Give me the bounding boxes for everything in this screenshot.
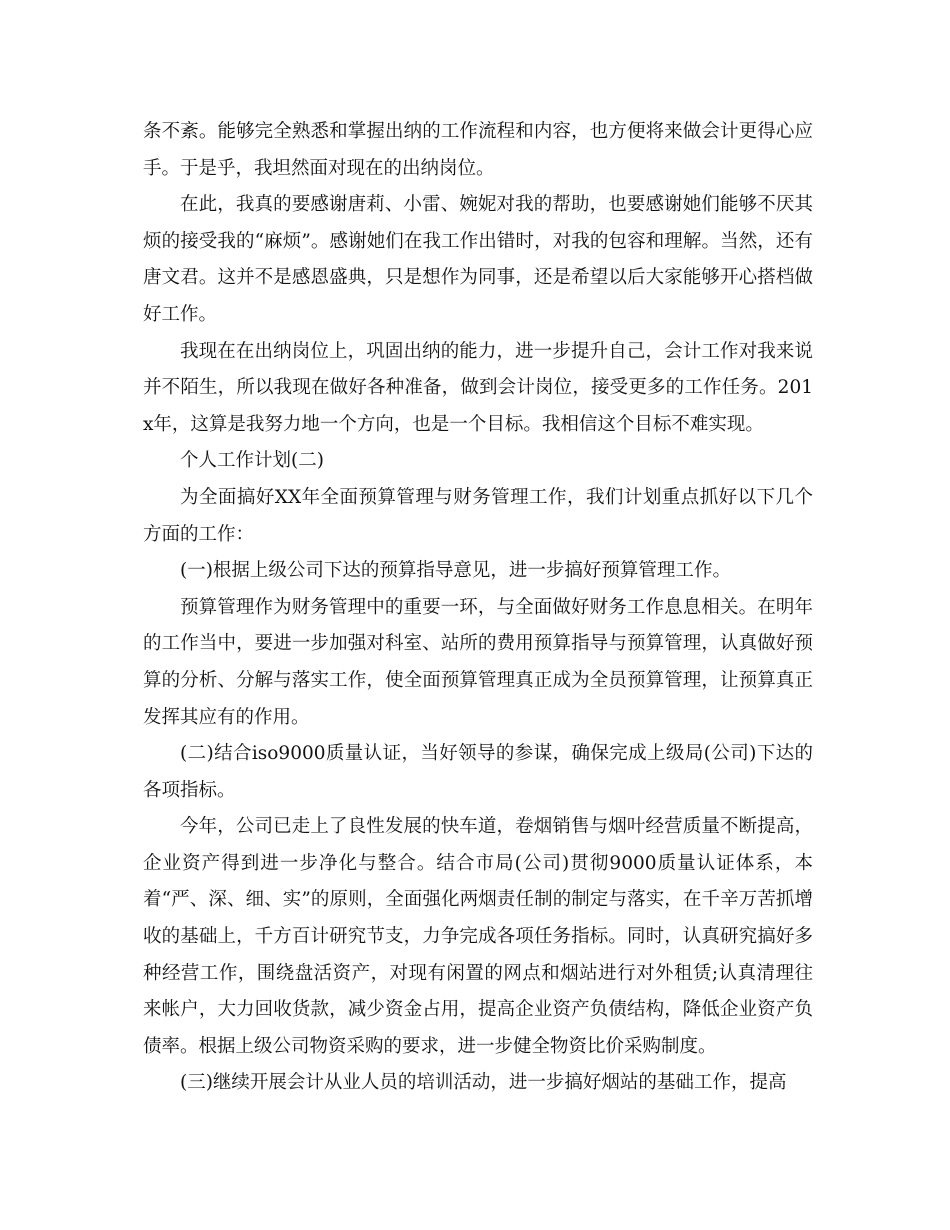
paragraph-2: 在此，我真的要感谢唐莉、小雷、婉妮对我的帮助，也要感谢她们能够不厌其烦的接受我的“麻烦”。感谢她们在我工作出错时，对我的包容和理解。当然，还有唐文君。这并不是感恩盛典，只是想作为同事，还是希望以后大家能够开心搭档做好工作。 — [143, 194, 813, 325]
paragraph-5: 为全面搞好XX年全面预算管理与财务管理工作，我们计划重点抓好以下几个方面的工作： — [143, 486, 813, 545]
document-body — [143, 114, 813, 1102]
section-heading-plan-2: 个人工作计划(二) — [180, 450, 324, 472]
item-heading-1: (一)根据上级公司下达的预算指导意见，进一步搞好预算管理工作。 — [180, 560, 731, 582]
paragraph-1: 条不紊。能够完全熟悉和掌握出纳的工作流程和内容，也方便将来做会计更得心应手。于是乎，我坦然面对现在的出纳岗位。 — [143, 121, 813, 179]
item-heading-3: (三)继续开展会计从业人员的培训活动，进一步搞好烟站的基础工作，提高 — [180, 1072, 787, 1094]
item-heading-2: (二)结合iso9000质量认证，当好领导的参谋，确保完成上级局(公司)下达的各项指标。 — [143, 743, 813, 801]
paragraph-9: 今年，公司已走上了良性发展的快车道，卷烟销售与烟叶经营质量不断提高，企业资产得到进一步净化与整合。结合市局(公司)贯彻9000质量认证体系，本着“严、深、细、实”的原则，全面强化两烟责任制的制定与落实，在千辛万苦抓增收的基础上，千方百计研究节支，力争完成各项任务指标。同时，认真研究搞好多种经营工作，围绕盘活资产，对现有闲置的网点和烟站进行对外租赁;认真清理往来帐户，大力回收货款，减少资金占用，提高企业资产负债结构，降低企业资产负债率。根据上级公司物资采购的要求，进一步健全物资比价采购制度。 — [143, 816, 813, 1057]
paragraph-3: 我现在在出纳岗位上，巩固出纳的能力，进一步提升自己，会计工作对我来说并不陌生，所以我现在做好各种准备，做到会计岗位，接受更多的工作任务。201x年，这算是我努力地一个方向，也是一个目标。我相信这个目标不难实现。 — [143, 340, 813, 435]
paragraph-7: 预算管理作为财务管理中的重要一环，与全面做好财务工作息息相关。在明年的工作当中，要进一步加强对科室、站所的费用预算指导与预算管理，认真做好预算的分析、分解与落实工作，使全面预算管理真正成为全员预算管理，让预算真正发挥其应有的作用。 — [143, 596, 813, 728]
